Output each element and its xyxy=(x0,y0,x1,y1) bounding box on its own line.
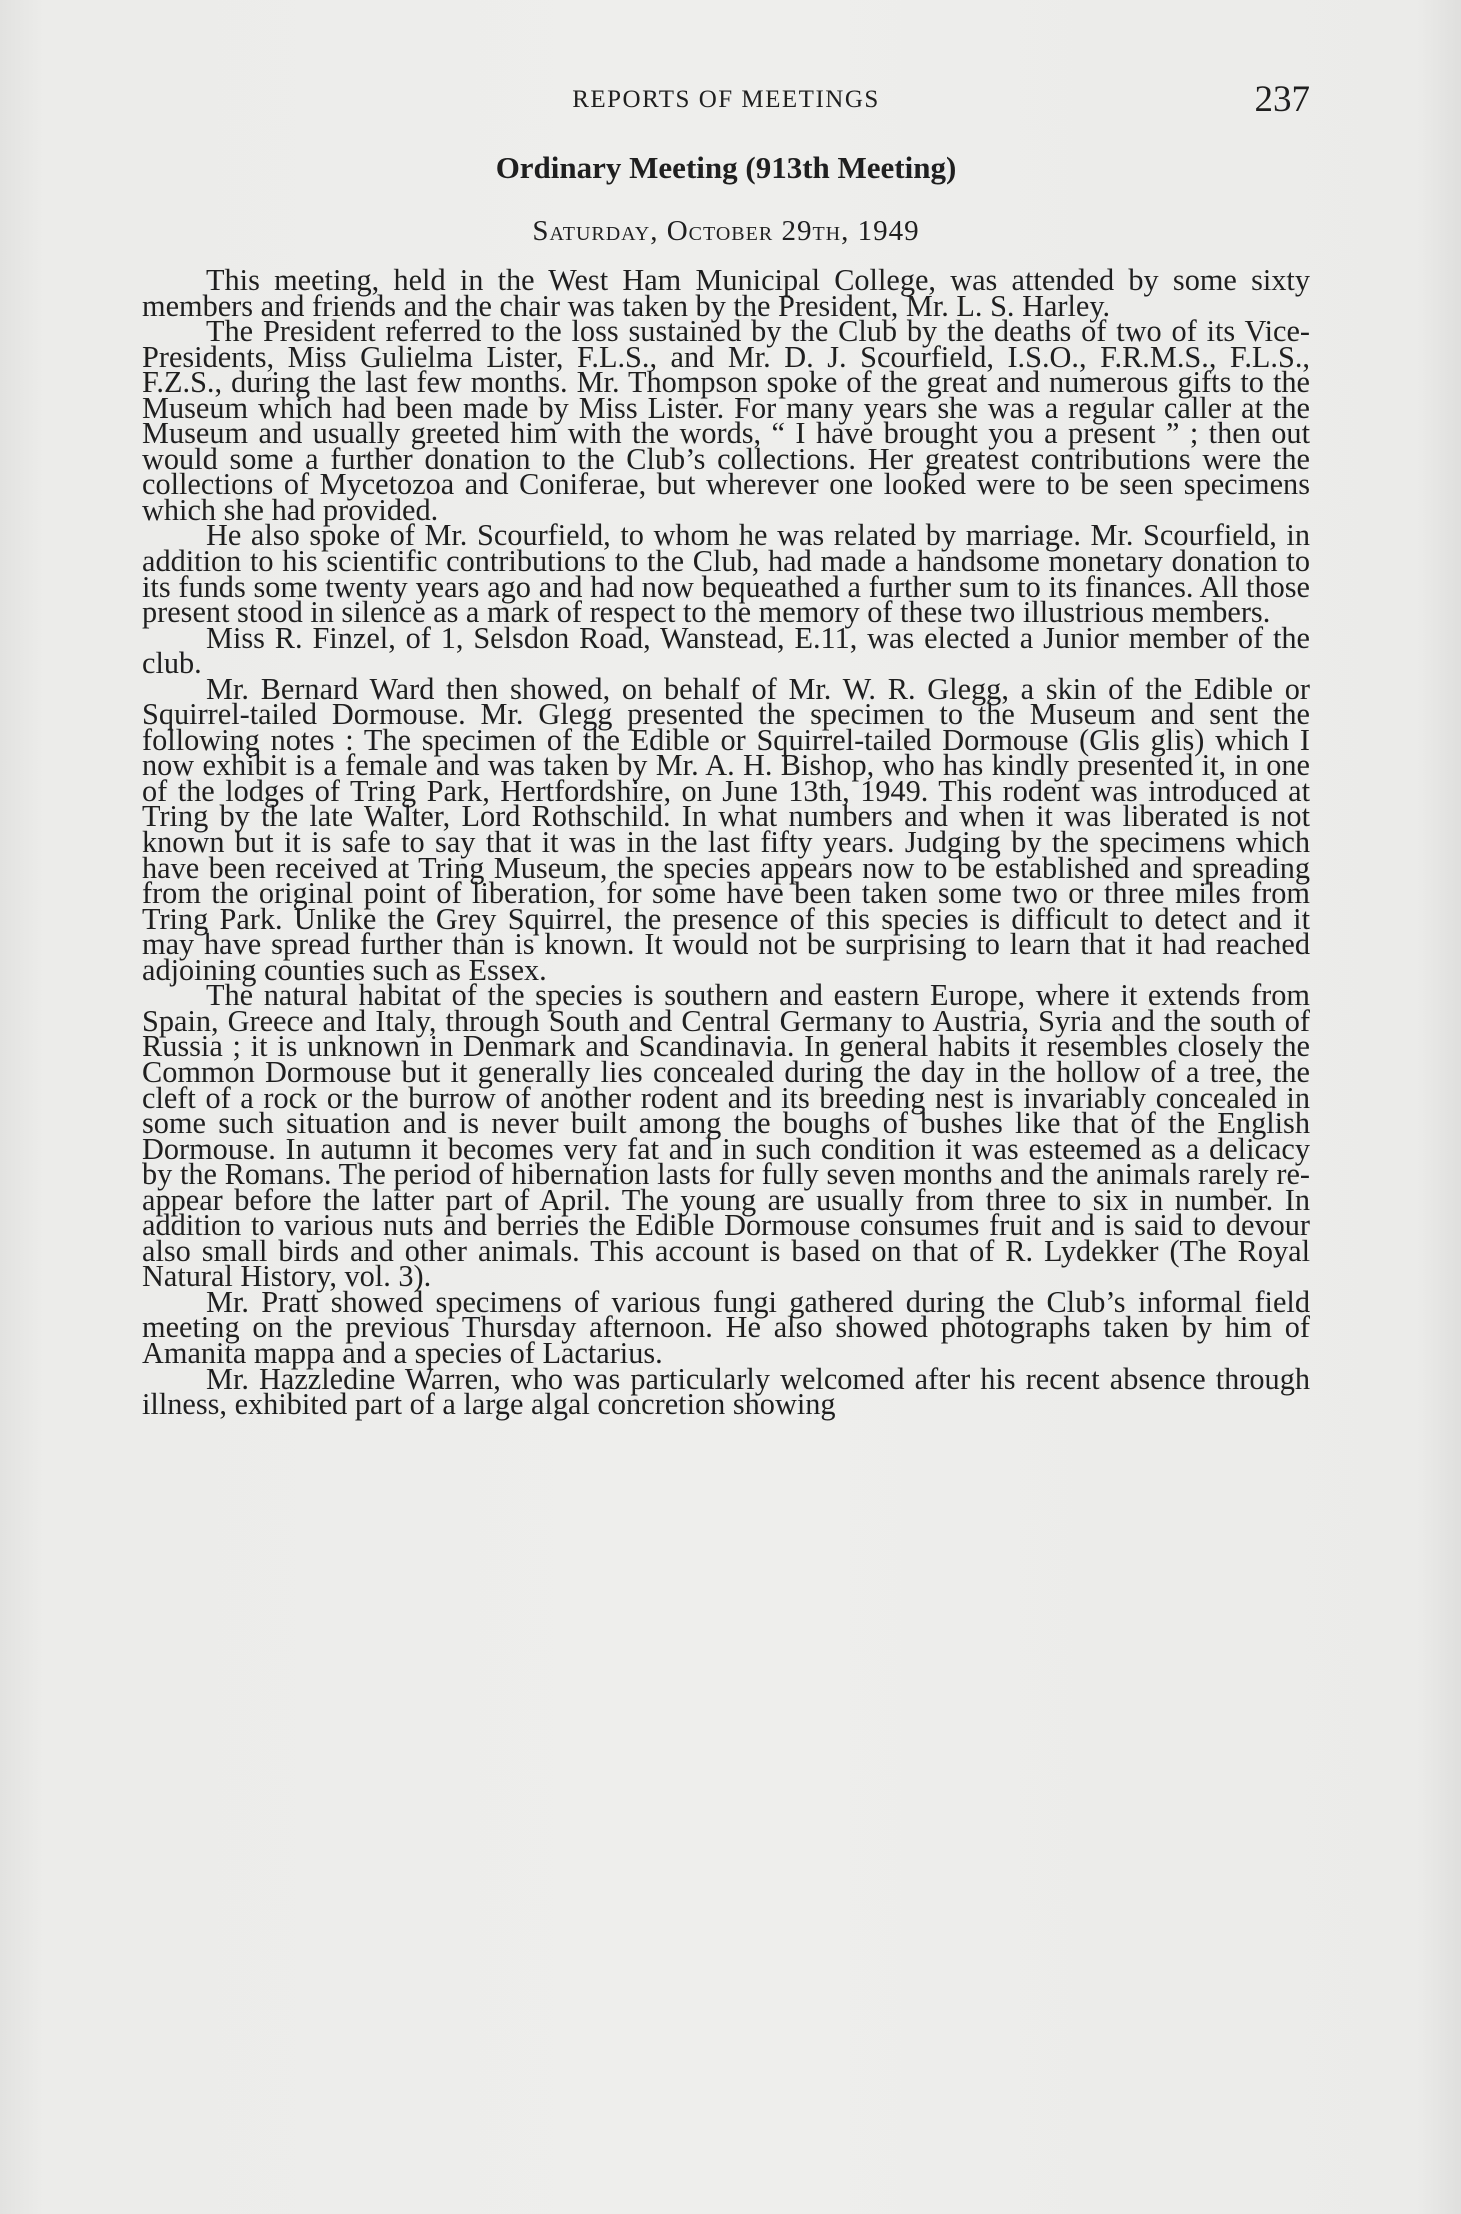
running-head: REPORTS OF MEETINGS xyxy=(572,86,880,113)
paragraph-election: Miss R. Finzel, of 1, Selsdon Road, Wanstead, E.11, was elected a Junior member of the club. xyxy=(142,620,1310,681)
paragraph-opening: This meeting, held in the West Ham Municipal College, was attended by some sixty members and friends and the chair was taken by the President, Mr. L. S. Harley. xyxy=(142,263,1310,323)
paragraph-obituaries: The President referred to the loss sustained by the Club by the deaths of two of its Vice-Presidents, Miss Gulielma Lister, F.L.S., and Mr. D. J. Scourfield, I.S.O., F.R.M.S., F.L.S., F.Z.S., during the last few months. Mr. Thompson spoke of the great and numerous gifts to the Museum which had been made by Miss Lister. For many years she was a regular caller at the Museum and usually greeted him with the words, “ I have brought you a present ” ; then out would some a further donation to the Club’s collections. Her greatest contributions were the collections of Mycetozoa and Coniferae, but wherever one looked were to be seen specimens which she had provided. xyxy=(142,314,1310,527)
paragraph-algal-concretion: Mr. Hazzledine Warren, who was particularly welcomed after his recent absence through illness, exhibited part of a large algal concretion showing xyxy=(142,1361,1310,1422)
paragraph-dormouse-habitat: The natural habitat of the species is southern and eastern Europe, where it extends from Spain, Greece and Italy, through South and Central Germany to Austria, Syria and the south of Russia ; it is unknown in Denmark and Scandinavia. In general habits it resembles closely the Common Dormouse but it generally lies concealed during the day in the hollow of a tree, the cleft of a rock or the burrow of another rodent and its breeding nest is invariably concealed in some such situation and is never built among the boughs of bushes like that of the English Dormouse. In autumn it becomes very fat and in such condition it was esteemed as a delicacy by the Romans. The period of hibernation lasts for fully seven months and the animals rarely re-appear before the latter part of April. The young are usually from three to six in number. In addition to various nuts and berries the Edible Dormouse consumes fruit and is said to devour also small birds and other animals. This account is based on that of R. Lydekker (The Royal Natural History, vol. 3). xyxy=(142,978,1310,1294)
meeting-date: Saturday, October 29th, 1949 xyxy=(532,215,920,247)
paragraph-fungi: Mr. Pratt showed specimens of various fungi gathered during the Club’s informal field meeting on the previous Thursday afternoon. He also showed photographs taken by him of Amanita mappa and a species of Lactarius. xyxy=(142,1284,1310,1370)
paragraph-dormouse-exhibit: Mr. Bernard Ward then showed, on behalf of Mr. W. R. Glegg, a skin of the Edible or Squirrel-tailed Dormouse. Mr. Glegg presented the specimen to the Museum and sent the following notes : The specimen of the Edible or Squirrel-tailed Dormouse (Glis glis) which I now exhibit is a female and was taken by Mr. A. H. Bishop, who has kindly presented it, in one of the lodges of Tring Park, Hertfordshire, on June 13th, 1949. This rodent was introduced at Tring by the late Walter, Lord Rothschild. In what numbers and when it was liberated is not known but it is safe to say that it was in the last fifty years. Judging by the specimens which have been received at Tring Museum, the species appears now to be established and spreading from the original point of liberation, for some have been taken some two or three miles from Tring Park. Unlike the Grey Squirrel, the presence of this species is difficult to detect and it may have spread further than is known. It would not be surprising to learn that it had reached adjoining counties such as Essex. xyxy=(142,671,1310,987)
page-number: 237 xyxy=(1254,79,1310,120)
body-text xyxy=(142,263,1310,1422)
meeting-title: Ordinary Meeting (913th Meeting) xyxy=(495,150,957,185)
paragraph-scourfield: He also spoke of Mr. Scourfield, to whom he was related by marriage. Mr. Scourfield, in addition to his scientific contributions to the Club, had made a handsome monetary donation to its funds some twenty years ago and had now bequeathed a further sum to its finances. All those present stood in silence as a mark of respect to the memory of these two illustrious members. xyxy=(142,518,1310,630)
page-header xyxy=(142,78,1310,130)
